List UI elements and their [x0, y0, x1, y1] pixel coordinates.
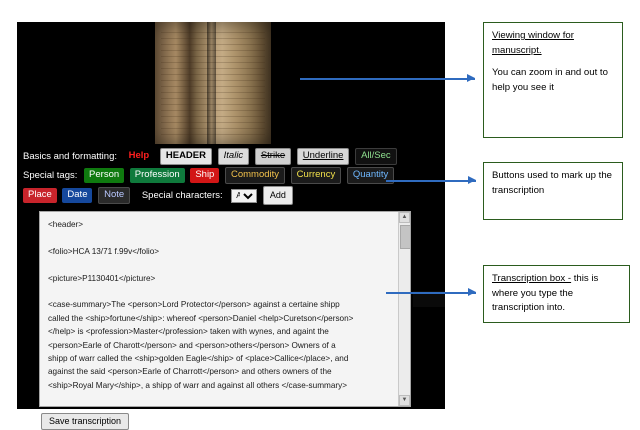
arrow-head-icon — [467, 74, 475, 82]
underline-button[interactable]: Underline — [297, 148, 350, 165]
tag-date-button[interactable]: Date — [62, 188, 92, 203]
header-button[interactable]: HEADER — [160, 148, 212, 165]
annotation-viewer-heading: Viewing window for manuscript. — [492, 30, 574, 56]
special-characters-label: Special characters: — [141, 189, 223, 201]
scrollbar-thumb[interactable] — [400, 225, 411, 249]
tag-currency-button[interactable]: Currency — [291, 167, 342, 184]
annotation-transcription — [483, 265, 630, 323]
special-characters-toolbar — [17, 186, 445, 207]
transcription-box[interactable] — [39, 211, 411, 407]
tag-quantity-button[interactable]: Quantity — [347, 167, 394, 184]
manuscript-spine — [207, 22, 216, 144]
annotation-transcription-text — [492, 272, 621, 316]
arrow-to-viewer — [300, 74, 475, 83]
save-transcription-button[interactable]: Save transcription — [41, 413, 129, 430]
arrow-line — [300, 78, 475, 80]
tag-ship-button[interactable]: Ship — [190, 168, 219, 183]
help-button[interactable]: Help — [124, 149, 155, 164]
arrow-to-buttons — [386, 176, 476, 185]
add-character-button[interactable]: Add — [263, 186, 293, 205]
arrow-head-icon — [468, 288, 476, 296]
tag-note-button[interactable]: Note — [98, 187, 130, 204]
tag-commodity-button[interactable]: Commodity — [225, 167, 285, 184]
formatting-toolbar-label: Basics and formatting: — [23, 150, 117, 162]
special-tags-toolbar — [17, 167, 445, 186]
special-tags-label: Special tags: — [23, 169, 78, 181]
transcription-scrollbar[interactable] — [398, 212, 410, 406]
italic-button[interactable]: Italic — [218, 148, 250, 165]
strike-button[interactable]: Strike — [255, 148, 291, 165]
manuscript-image[interactable] — [155, 22, 271, 144]
annotation-transcription-body: this is where you type the transcription into. — [492, 273, 599, 313]
arrow-line — [386, 180, 476, 182]
annotation-buttons — [483, 162, 623, 220]
tag-person-button[interactable]: Person — [84, 168, 124, 183]
annotation-buttons-body: Buttons used to mark up the transcription — [492, 170, 612, 196]
tag-profession-button[interactable]: Profession — [130, 168, 185, 183]
formatting-toolbar — [17, 148, 445, 167]
manuscript-viewer[interactable] — [17, 22, 445, 144]
arrow-head-icon — [468, 176, 476, 184]
annotation-transcription-heading: Transcription box - — [492, 273, 572, 284]
annotation-viewer — [483, 22, 623, 138]
annotation-viewer-body: You can zoom in and out to help you see it — [492, 67, 608, 93]
special-character-select[interactable] — [231, 189, 257, 203]
all-sections-button[interactable]: All/Sec — [355, 148, 397, 165]
scroll-up-icon[interactable]: ▲ — [399, 212, 410, 223]
tag-place-button[interactable]: Place — [23, 188, 57, 203]
arrow-line — [386, 292, 476, 294]
arrow-to-transcription-box — [386, 288, 476, 297]
transcription-textarea[interactable] — [40, 212, 400, 406]
scroll-down-icon[interactable]: ▼ — [399, 395, 410, 406]
